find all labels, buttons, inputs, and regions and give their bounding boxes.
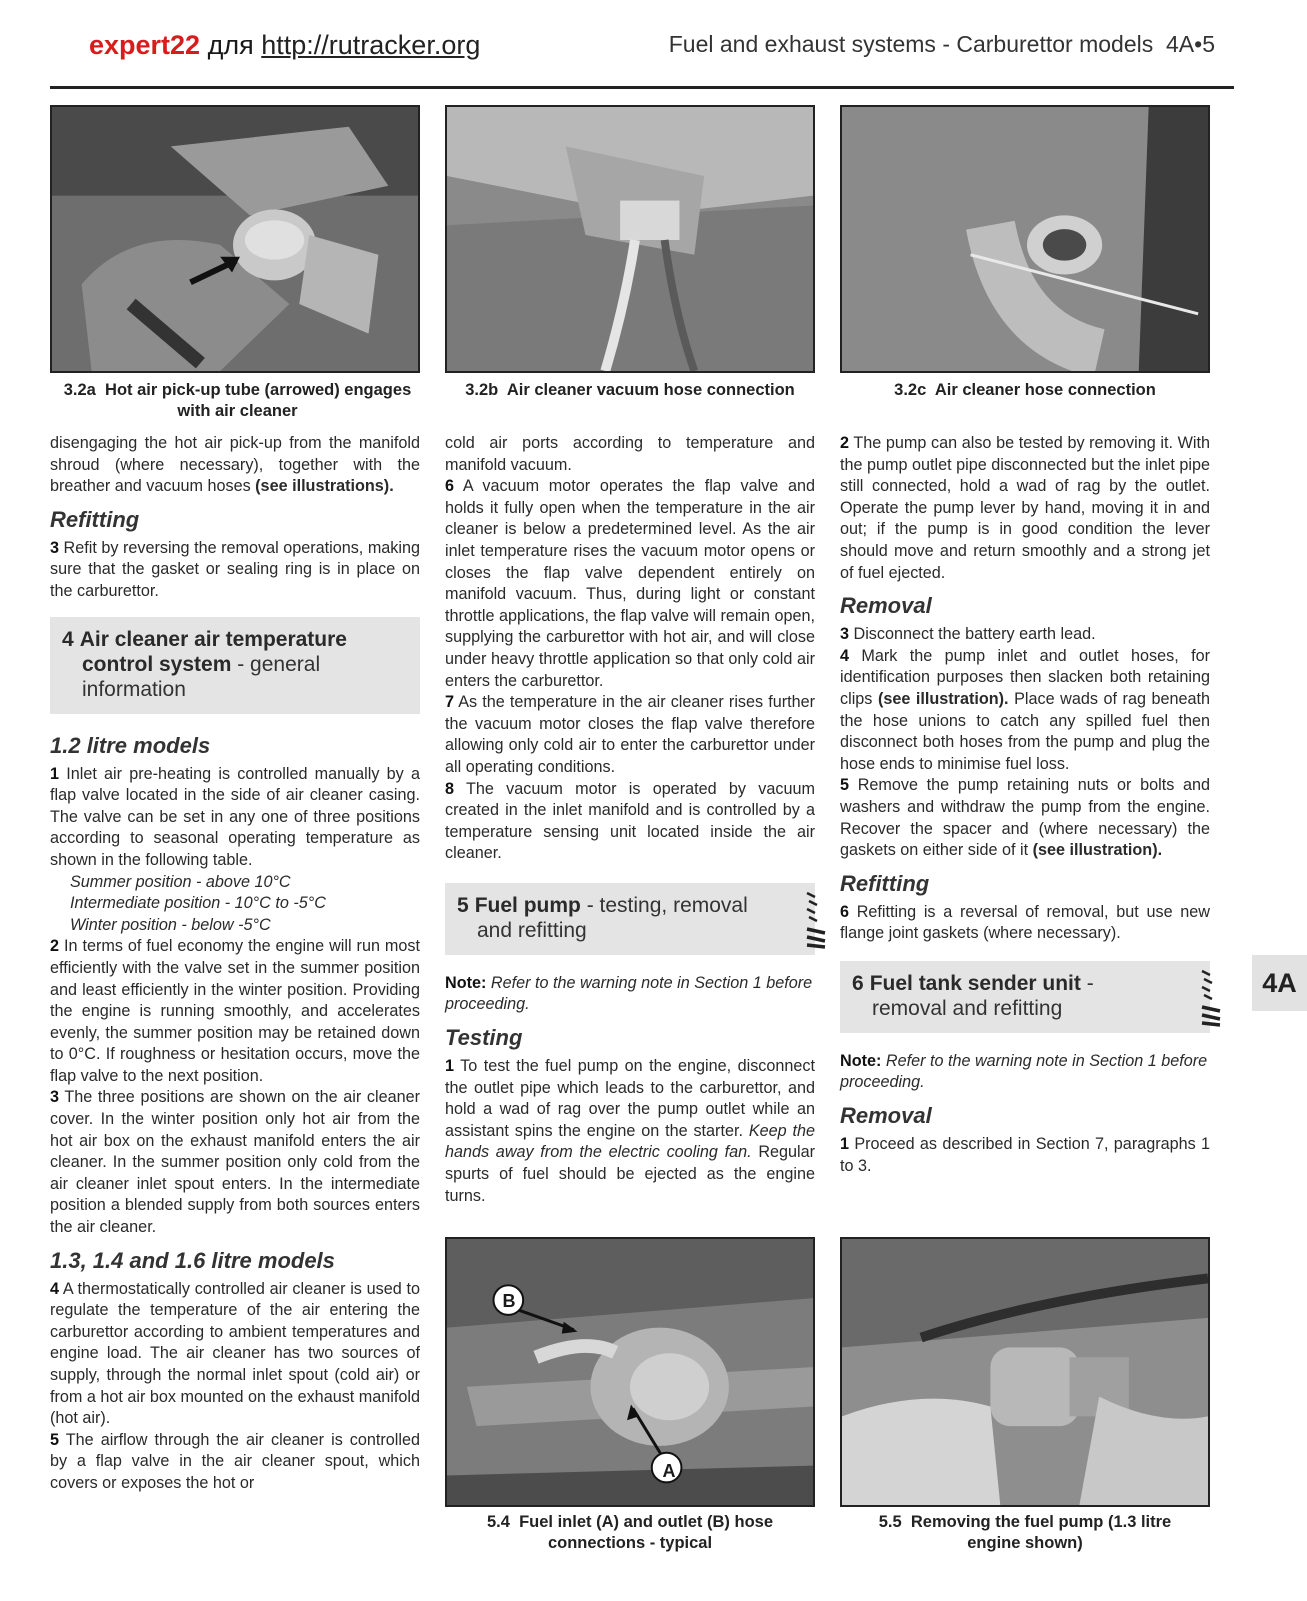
heading-removal-2: Removal — [840, 1103, 932, 1129]
note-label: Note: — [840, 1051, 882, 1070]
col1-para-5 — [50, 1430, 420, 1495]
col2-para-6 — [445, 476, 815, 692]
para-number: 1 — [840, 1135, 850, 1154]
para-text: Disconnect the battery earth lead. — [853, 625, 1096, 644]
col1-para-3 — [50, 538, 420, 603]
para-number: 5 — [50, 1430, 60, 1449]
para-number: 4 — [840, 646, 850, 665]
col2-test-1 — [445, 1056, 815, 1207]
header-source — [89, 30, 480, 61]
para-text: Mark the pump inlet and outlet hoses, for identification purposes then slacken both retaining clips — [840, 646, 1210, 708]
photo-3-2a — [50, 105, 420, 373]
section-title: Air cleaner air temperature control system — [79, 627, 347, 676]
para-number: 1 — [445, 1057, 455, 1076]
para-number: 4 — [50, 1279, 60, 1298]
para-text: Proceed as described in Section 7, paragraphs 1 to 3. — [840, 1135, 1211, 1175]
col2-para-8 — [445, 779, 815, 865]
label-b: B — [502, 1291, 516, 1311]
section-number: 5 — [457, 893, 469, 917]
caption-3-2b — [445, 380, 815, 401]
col3-para-f6 — [840, 902, 1210, 945]
caption-3-2a-number: 3.2a — [63, 381, 96, 399]
para-number: 6 — [445, 477, 455, 496]
section-number: 4 — [62, 627, 74, 651]
heading-1-3-litre: 1.3, 1.4 and 1.6 litre models — [50, 1247, 335, 1273]
difficulty-spanner-icon — [803, 887, 829, 949]
caption-3-2b-number: 3.2b — [465, 381, 499, 399]
page-number: 4A•5 — [1166, 31, 1215, 57]
para-text: A thermostatically controlled air cleaner is used to regulate the temperature of the air entering the carburettor according to ambient temperatures and engine load. The air cleaner has two sources of supply, through the normal inlet spout (cold air) or from a hot air box mounted on the exhaust manifold (hot air). — [50, 1279, 420, 1428]
caption-3-2a-text: Hot air pick-up tube (arrowed) engages with air cleaner — [105, 381, 412, 420]
caption-3-2c — [840, 380, 1210, 401]
para-number: 1 — [50, 764, 60, 783]
para-text: Refit by reversing the removal operations, making sure that the gasket or sealing ring is in place on the carburettor. — [50, 538, 420, 600]
caption-5-4-text: Fuel inlet (A) and outlet (B) hose connections - typical — [519, 1513, 773, 1552]
para-number: 2 — [840, 434, 850, 452]
section-number: 6 — [852, 971, 864, 995]
col3-para-s1 — [840, 1134, 1210, 1177]
chapter-title: Fuel and exhaust systems - Carburettor models — [668, 31, 1154, 57]
para-text-2: Place wads of rag beneath the hose unions to catch any spilled fuel then disconnect both hoses from the pump and plug the hose ends to minimise fuel loss. — [840, 689, 1211, 773]
para-number: 6 — [840, 902, 850, 921]
para-text: The airflow through the air cleaner is controlled by a flap valve in the air cleaner spout, which covers or exposes the hot or — [50, 1430, 420, 1492]
caption-5-5-text: Removing the fuel pump (1.3 litre engine shown) — [910, 1513, 1172, 1552]
col3-note — [840, 1051, 1210, 1094]
col1-para-3b — [50, 1087, 420, 1238]
para-text: Refitting is a reversal of removal, but use new flange joint gaskets (where necessary). — [840, 902, 1210, 943]
para-ref: (see illustration). — [1032, 841, 1163, 860]
section-4-heading — [50, 617, 420, 714]
caption-5-5 — [855, 1512, 1195, 1554]
heading-1-2-litre: 1.2 litre models — [50, 732, 211, 758]
para-ref: (see illustration). — [877, 689, 1009, 708]
col3-para-r5 — [840, 775, 1210, 861]
section-title: Fuel tank sender unit — [869, 971, 1081, 995]
para-number: 3 — [840, 625, 850, 644]
chapter-tab: 4A — [1252, 955, 1307, 1011]
caption-5-5-number: 5.5 — [878, 1513, 902, 1531]
col1-cont-ref: (see illustrations). — [255, 477, 394, 496]
source-link[interactable]: http://rutracker.org — [261, 30, 481, 60]
col1-cont-text: disengaging the hot air pick-up from the manifold shroud (where necessary), together with the breather and vacuum hoses — [50, 434, 420, 496]
section-5-heading — [445, 883, 815, 955]
note-text: Refer to the warning note in Section 1 before proceeding. — [445, 973, 813, 1014]
col2-note — [445, 973, 815, 1016]
para-number: 3 — [50, 538, 60, 557]
section-desc: - removal and refitting — [872, 971, 1094, 1020]
col1-para-2 — [50, 936, 420, 1087]
note-text: Refer to the warning note in Section 1 before proceeding. — [840, 1051, 1208, 1092]
caption-3-2b-text: Air cleaner vacuum hose connection — [506, 381, 795, 399]
column-2 — [445, 433, 815, 1207]
col3-para-r4 — [840, 646, 1210, 776]
col2-para-7 — [445, 692, 815, 778]
header-rule — [50, 86, 1234, 89]
para-text: Inlet air pre-heating is controlled manually by a flap valve located in the side of air cleaner casing. The valve can be set in any one of three positions according to seasonal operating temperature as shown in the following table. — [50, 764, 420, 869]
caption-3-2a — [60, 380, 415, 422]
para-text: The vacuum motor is operated by vacuum created in the inlet manifold and is controlled by a temperature sensing unit located inside the air cleaner. — [445, 779, 815, 863]
column-1 — [50, 433, 420, 1495]
for-word: для — [207, 30, 254, 60]
heading-removal: Removal — [840, 593, 932, 619]
col2-continuation: cold air ports according to temperature and manifold vacuum. — [445, 434, 815, 474]
section-title: Fuel pump — [474, 893, 581, 917]
label-a: A — [662, 1461, 676, 1481]
col3-para-r3 — [840, 624, 1210, 646]
photo-5-4 — [445, 1237, 815, 1507]
col1-para-4 — [50, 1279, 420, 1430]
table-intermediate: Intermediate position - 10°C to -5°C — [70, 894, 326, 913]
photo-3-2b — [445, 105, 815, 373]
heading-refitting-2: Refitting — [840, 870, 930, 896]
brand-text: expert22 — [89, 30, 201, 60]
caption-5-4 — [460, 1512, 800, 1554]
para-text: The three positions are shown on the air cleaner cover. In the winter position only hot air from the hot air box on the exhaust manifold enters the air cleaner. In the summer position only cold from the air cleaner inlet spout enters. In the intermediate position a blended supply from both sources enters the air cleaner. — [50, 1088, 420, 1237]
para-text: The pump can also be tested by removing it. With the pump outlet pipe disconnected but the inlet pipe still connected, hold a wad of rag by the outlet. Operate the pump lever by hand, moving it in and out; if the pump is in good condition the lever should move and return smoothly and a strong jet of fuel ejected. — [840, 434, 1210, 582]
col1-para-1 — [50, 764, 420, 872]
caption-3-2c-number: 3.2c — [894, 381, 927, 399]
para-number: 3 — [50, 1088, 60, 1107]
para-text: To test the fuel pump on the engine, disconnect the outlet pipe which leads to the carburettor, and hold a wad of rag over the pump outlet while an assistant spins the engine on the starter. — [445, 1057, 815, 1140]
photo-5-5 — [840, 1237, 1210, 1507]
table-summer: Summer position - above 10°C — [70, 872, 291, 891]
note-label: Note: — [445, 973, 487, 992]
heading-refitting: Refitting — [50, 506, 140, 532]
section-desc: - general information — [82, 652, 321, 701]
para-text: A vacuum motor operates the flap valve and holds it fully open when the temperature in the air cleaner is below a predetermined level. As the air inlet temperature rises the vacuum motor opens or closes the flap valve dependent entirely on manifold vacuum. Thus, during light or constant throttle applications, the flap valve will remain open, supplying the carburettor with hot air, and will close under heavy throttle application so that only cold air enters the carburettor. — [445, 477, 815, 690]
para-text-end: Regular spurts of fuel should be ejected as the engine turns. — [445, 1143, 816, 1205]
col1-continuation — [50, 433, 420, 498]
para-number: 5 — [840, 776, 850, 795]
col3-para-2 — [840, 433, 1210, 584]
para-text: In terms of fuel economy the engine will run most efficiently with the valve set in the summer position and least efficiently in the winter position. Providing the engine is running smoothly, and accelerates evenly, the summer position may be retained down to 0°C. If roughness or hesitation occurs, move the flap valve to the next position. — [50, 937, 420, 1085]
column-3 — [840, 433, 1210, 1177]
para-warning: Keep the hands away from the electric cooling fan. — [445, 1121, 815, 1162]
para-number: 8 — [445, 779, 455, 798]
section-6-heading — [840, 961, 1210, 1033]
para-text: Remove the pump retaining nuts or bolts and washers and withdraw the pump from the engine. Recover the spacer and (where necessary) the gaskets on either side of it — [840, 776, 1210, 860]
caption-5-4-number: 5.4 — [486, 1513, 510, 1531]
difficulty-spanner-icon — [1198, 965, 1224, 1027]
para-number: 2 — [50, 937, 60, 956]
running-header — [669, 31, 1215, 58]
para-text: As the temperature in the air cleaner rises further the vacuum motor closes the flap valve therefore allowing only cold air to enter the carburettor under all operating conditions. — [445, 693, 816, 776]
section-desc: - testing, removal and refitting — [477, 893, 748, 942]
para-number: 7 — [445, 693, 455, 712]
photo-3-2c — [840, 105, 1210, 373]
caption-3-2c-text: Air cleaner hose connection — [934, 381, 1156, 399]
heading-testing: Testing — [445, 1025, 523, 1051]
table-winter: Winter position - below -5°C — [70, 915, 271, 934]
